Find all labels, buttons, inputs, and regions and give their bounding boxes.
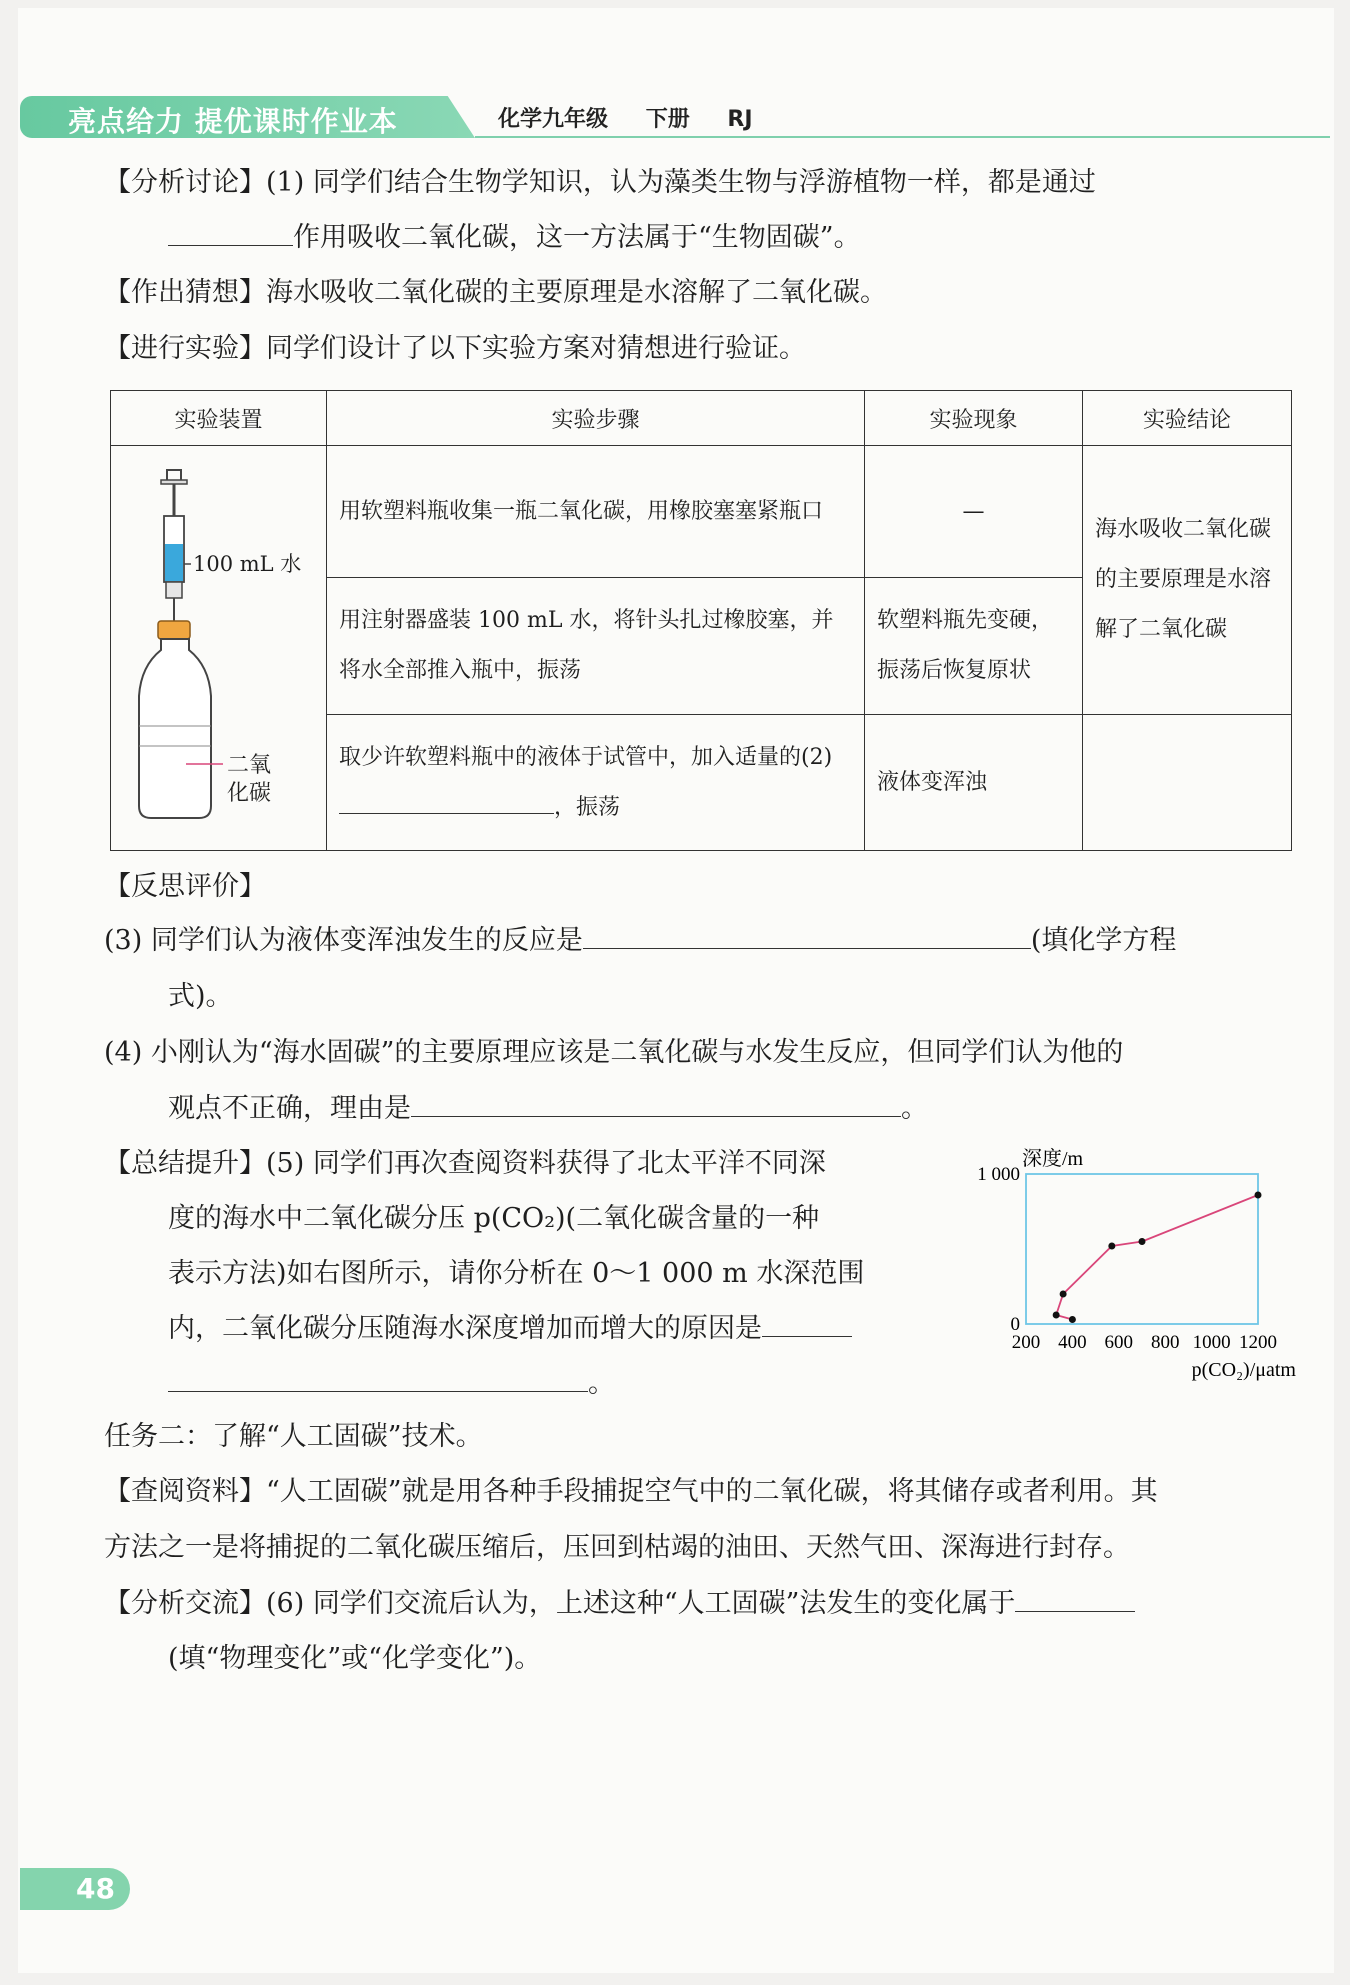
col-conclusion: 实验结论 — [1083, 391, 1292, 446]
subject-label: 化学九年级 — [498, 107, 609, 132]
col-phenomenon: 实验现象 — [865, 391, 1083, 446]
answer-blank-5b[interactable] — [168, 1365, 588, 1392]
chart-ytick-0: 0 — [1010, 1314, 1020, 1335]
reference-line-1: 【查阅资料】“人工固碳”就是用各种手段捕捉空气中的二氧化碳，将其储存或者利用。其 — [104, 1476, 1158, 1507]
chart-xtick-1: 400 — [1058, 1332, 1087, 1353]
experiment-intro: 【进行实验】同学们设计了以下实验方案对猜想进行验证。 — [104, 333, 806, 364]
chart-point-0 — [1069, 1316, 1076, 1323]
col-apparatus: 实验装置 — [111, 391, 327, 446]
answer-blank-6[interactable] — [1015, 1585, 1135, 1612]
series-title: 亮点给力 提优课时作业本 — [68, 105, 398, 138]
chart-xtick-3: 800 — [1150, 1332, 1180, 1353]
question-5-line2: 度的海水中二氧化碳分压 p(CO₂)(二氧化碳含量的一种 — [168, 1203, 820, 1234]
chart-point-2 — [1060, 1291, 1067, 1298]
step-1: 用软塑料瓶收集一瓶二氧化碳，用橡胶塞塞紧瓶口 — [327, 446, 865, 578]
experiment-table — [110, 390, 1292, 851]
chart-xlabel: p(CO₂)/μatm — [1191, 1359, 1296, 1381]
chart-xtick-4: 1000 — [1192, 1332, 1231, 1353]
question-4-cont: 观点不正确，理由是 。 — [168, 1090, 928, 1128]
apparatus-cell — [111, 446, 327, 851]
volume-label: 下册 — [645, 107, 690, 132]
question-3-cont: 式)。 — [168, 981, 233, 1012]
question-3: (3) 同学们认为液体变浑浊发生的反应是 (填化学方程 — [104, 922, 1176, 960]
chart-ytick-1: 1 000 — [977, 1164, 1020, 1185]
step-3: 取少许软塑料瓶中的液体于试管中，加入适量的(2)，振荡 — [327, 715, 865, 851]
water-label: 100 mL 水 — [193, 552, 302, 576]
question-6-cont: (填“物理变化”或“化学变化”)。 — [168, 1643, 542, 1674]
reflection-heading: 【反思评价】 — [104, 871, 266, 902]
answer-blank-2[interactable] — [339, 791, 554, 814]
question-5: 【总结提升】(5) 同学们再次查阅资料获得了北太平洋不同深 — [104, 1148, 826, 1179]
reference-line-2: 方法之一是将捕捉的二氧化碳压缩后，压回到枯竭的油田、天然气田、深海进行封存。 — [104, 1532, 1130, 1563]
chart-point-5 — [1255, 1192, 1262, 1199]
col-steps: 实验步骤 — [327, 391, 865, 446]
conclusion-empty — [1083, 715, 1292, 851]
conclusion-cell: 海水吸收二氧化碳的主要原理是水溶解了二氧化碳 — [1083, 446, 1292, 715]
hypothesis-line: 【作出猜想】海水吸收二氧化碳的主要原理是水溶解了二氧化碳。 — [104, 277, 887, 308]
step-2: 用注射器盛装 100 mL 水，将针头扎过橡胶塞，并将水全部推入瓶中，振荡 — [327, 578, 865, 715]
depth-pco2-chart — [960, 1140, 1300, 1390]
phenomenon-3: 液体变浑浊 — [865, 715, 1083, 851]
analysis-question-1: 【分析讨论】(1) 同学们结合生物学知识，认为藻类生物与浮游植物一样，都是通过 — [104, 167, 1096, 198]
question-5-line3: 表示方法)如右图所示，请你分析在 0～1 000 m 水深范围 — [168, 1258, 865, 1289]
co2-label-a: 二氧 — [227, 753, 272, 778]
answer-blank-4[interactable] — [411, 1090, 901, 1117]
question-6: 【分析交流】(6) 同学们交流后认为，上述这种“人工固碳”法发生的变化属于 — [104, 1585, 1135, 1623]
chart-point-4 — [1139, 1238, 1146, 1245]
page-number: 48 — [20, 1868, 130, 1910]
chart-xtick-2: 600 — [1104, 1332, 1134, 1353]
co2-label-b: 化碳 — [227, 781, 272, 806]
chart-series-line — [1056, 1195, 1258, 1320]
phenomenon-2: 软塑料瓶先变硬，振荡后恢复原状 — [865, 578, 1083, 715]
chart-xtick-0: 200 — [1011, 1332, 1041, 1353]
chart-point-3 — [1108, 1243, 1115, 1250]
bottle-syringe-diagram — [111, 446, 324, 851]
header-divider — [475, 136, 1330, 138]
phenomenon-1: — — [865, 446, 1083, 578]
answer-blank-5a[interactable] — [762, 1310, 852, 1337]
page-header — [20, 92, 1310, 140]
question-5-line5: 。 — [168, 1365, 615, 1403]
answer-blank-3[interactable] — [583, 922, 1031, 949]
question-4: (4) 小刚认为“海水固碳”的主要原理应该是二氧化碳与水发生反应，但同学们认为他的 — [104, 1037, 1124, 1068]
chart-ylabel: 深度/m — [1022, 1148, 1084, 1170]
chart-point-1 — [1053, 1312, 1060, 1319]
task-2: 任务二：了解“人工固碳”技术。 — [104, 1421, 483, 1452]
chart-xtick-5: 1200 — [1239, 1332, 1277, 1353]
question-5-line4: 内，二氧化碳分压随海水深度增加而增大的原因是 — [168, 1310, 852, 1348]
book-info — [498, 102, 783, 133]
edition-label: RJ — [727, 107, 753, 132]
answer-blank-1[interactable] — [168, 219, 293, 246]
analysis-question-1-cont: 作用吸收二氧化碳，这一方法属于“生物固碳”。 — [168, 219, 861, 257]
